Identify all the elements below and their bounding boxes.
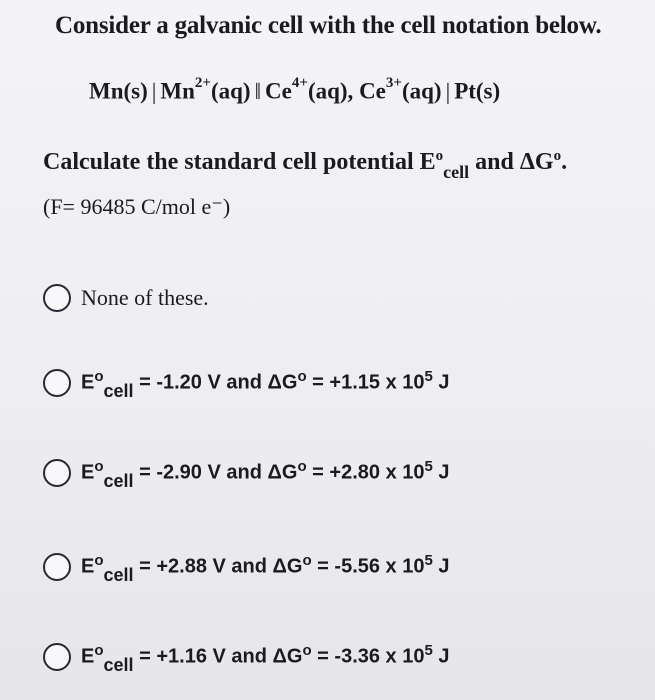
cathode-ion1: Ce xyxy=(265,78,292,104)
prompt-mid: and ΔG xyxy=(469,149,554,175)
cathode-ion2-state: (aq) xyxy=(401,78,442,104)
option-2[interactable] xyxy=(43,458,450,489)
cathode-ion2: Ce xyxy=(359,78,386,104)
option-1[interactable] xyxy=(43,368,450,399)
radio-circle-icon[interactable] xyxy=(43,459,71,487)
anode-ion-state: (aq) xyxy=(210,78,251,104)
prompt-degree-2: o xyxy=(553,148,562,164)
faraday-constant: (F= 96485 C/mol e⁻) xyxy=(43,194,231,219)
option-3[interactable] xyxy=(43,552,450,583)
cell-notation xyxy=(89,75,501,105)
radio-circle-icon[interactable] xyxy=(43,643,71,671)
anode-ion-charge: 2+ xyxy=(194,75,211,91)
radio-circle-icon[interactable] xyxy=(43,284,71,312)
radio-circle-icon[interactable] xyxy=(43,553,71,581)
single-bar: | xyxy=(151,78,157,104)
prompt-end: . xyxy=(561,149,568,175)
cathode-ion1-charge: 4+ xyxy=(291,75,308,91)
option-none[interactable] xyxy=(43,284,209,312)
question-intro: Consider a galvanic cell with the cell notation below. xyxy=(55,12,602,39)
cathode-ion2-charge: 3+ xyxy=(385,75,402,91)
cathode-ion1-state: (aq), xyxy=(307,78,354,104)
option-label: $E^o_{cell} = -1.20$ V and $\Delta G^o = +1.15$ x $10^5$ J xyxy=(81,368,450,401)
option-label: $E^o_{cell} = +2.88$ V and $\Delta G^o = -5.56$ x $10^5$ J xyxy=(81,552,450,585)
option-4[interactable] xyxy=(43,642,450,673)
prompt-prefix: Calculate the standard cell potential E xyxy=(43,149,436,175)
option-label: None of these. xyxy=(81,285,209,310)
option-label: $E^o_{cell} = +1.16$ V and $\Delta G^o = -3.36$ x $10^5$ J xyxy=(81,642,450,675)
single-bar-2: | xyxy=(445,78,451,104)
anode-metal: Mn(s) xyxy=(89,78,148,104)
electrode: Pt(s) xyxy=(454,78,501,104)
prompt-sub: cell xyxy=(443,161,470,182)
question-prompt xyxy=(43,148,567,180)
prompt-degree: o xyxy=(435,148,444,164)
double-bar: ‖ xyxy=(254,78,262,104)
anode-ion: Mn xyxy=(160,78,195,104)
radio-circle-icon[interactable] xyxy=(43,369,71,397)
option-label: $E^o_{cell} = -2.90$ V and $\Delta G^o = +2.80$ x $10^5$ J xyxy=(81,458,450,491)
